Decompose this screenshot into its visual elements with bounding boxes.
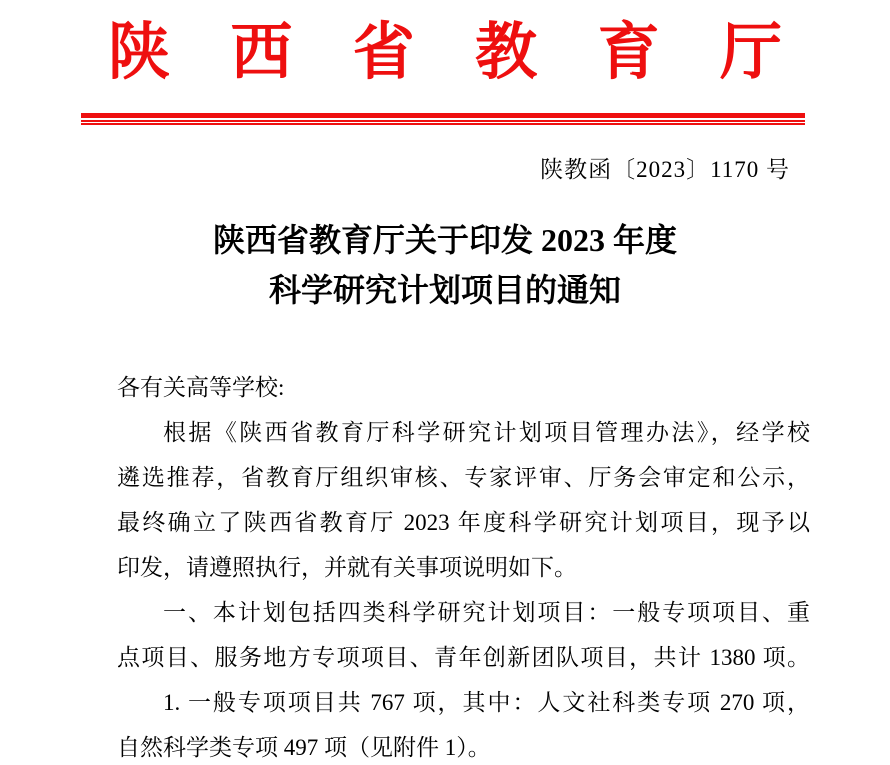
salutation-line: 各有关高等学校: bbox=[117, 375, 285, 400]
letterhead-char: 西 bbox=[230, 19, 293, 87]
document-body bbox=[117, 365, 810, 765]
letterhead-char: 厅 bbox=[719, 19, 782, 87]
body-line: 自然科学类专项 497 项（见附件 1）。 bbox=[117, 735, 491, 760]
body-line: 印发，请遵照执行，并就有关事项说明如下。 bbox=[117, 555, 577, 580]
letterhead-char: 育 bbox=[597, 19, 660, 87]
letterhead-char: 陕 bbox=[108, 19, 171, 87]
document-number: 陕教函〔2023〕1170 号 bbox=[540, 157, 790, 182]
letterhead-char: 教 bbox=[475, 19, 538, 87]
body-line: 遴选推荐，省教育厅组织审核、专家评审、厅务会审定和公示， bbox=[117, 465, 810, 490]
letterhead-char: 省 bbox=[352, 19, 415, 87]
body-line: 一、本计划包括四类科学研究计划项目：一般专项项目、重 bbox=[163, 600, 810, 625]
document-title-line-1: 陕西省教育厅关于印发 2023 年度 bbox=[212, 222, 677, 258]
body-line: 点项目、服务地方专项项目、青年创新团队项目，共计 1380 项。 bbox=[117, 645, 810, 670]
body-line: 根据《陕西省教育厅科学研究计划项目管理办法》，经学校 bbox=[163, 420, 810, 445]
body-line: 最终确立了陕西省教育厅 2023 年度科学研究计划项目，现予以 bbox=[117, 510, 810, 535]
red-divider bbox=[81, 113, 805, 125]
document-title-line-2: 科学研究计划项目的通知 bbox=[268, 272, 621, 308]
divider-hairline bbox=[81, 123, 805, 125]
body-line: 1. 一般专项项目共 767 项，其中：人文社科类专项 270 项， bbox=[163, 690, 810, 715]
letterhead bbox=[108, 20, 782, 86]
document-title bbox=[0, 215, 890, 315]
